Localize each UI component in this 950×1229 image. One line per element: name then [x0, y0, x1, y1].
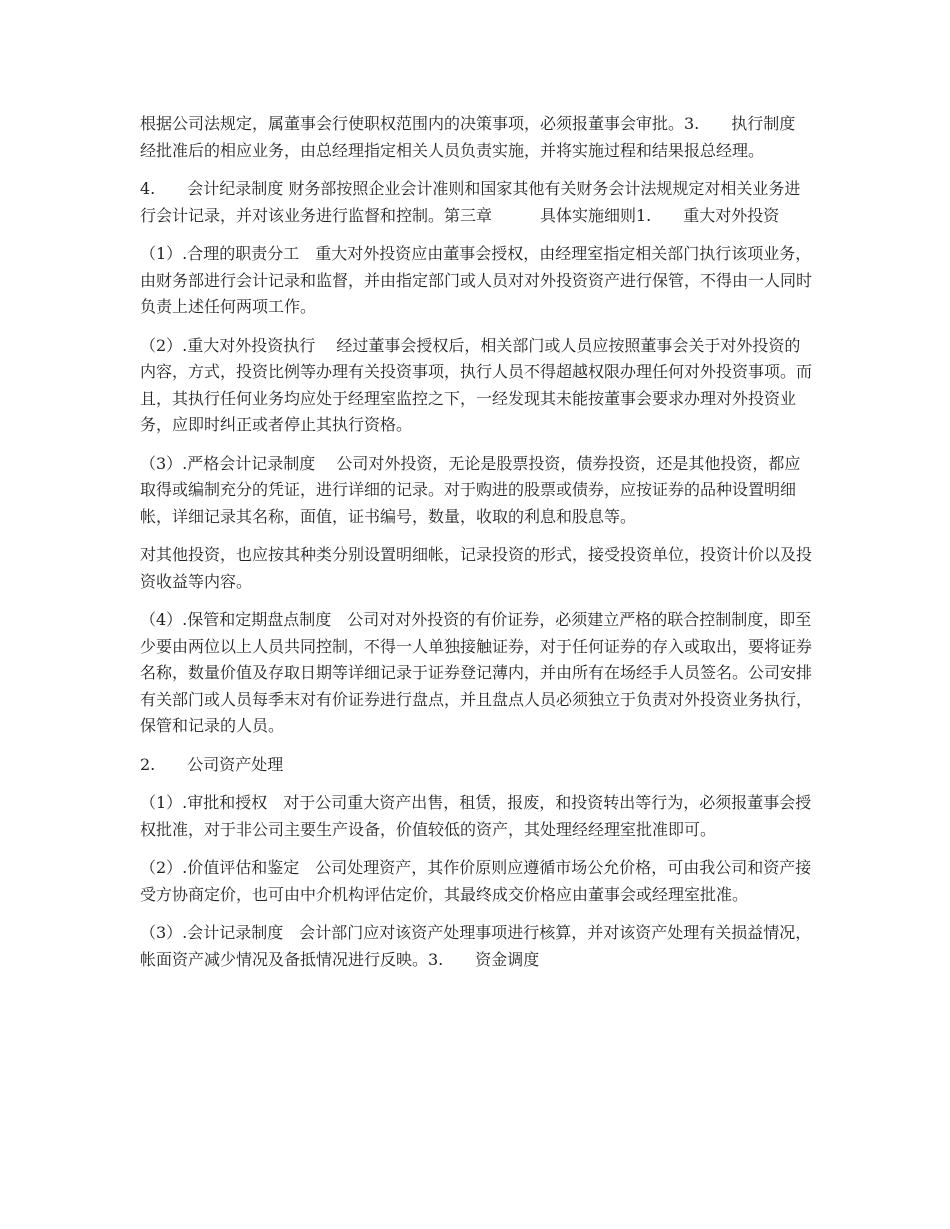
paragraph-5: （3）.严格会计记录制度 公司对外投资，无论是股票投资，债券投资，还是其他投资，都应取得或编制充分的凭证，进行详细的记录。对于购进的股票或债券，应按证券的品种设置明细帐，详细记录其名称，面值，证书编号，数量，收取的利息和股息等。: [140, 453, 801, 526]
document-body: [140, 111, 812, 985]
paragraph-6: 对其他投资，也应按其种类分别设置明细帐，记录投资的形式，接受投资单位，投资计价以及投资收益等内容。: [140, 545, 813, 591]
paragraph-8: 2. 公司资产处理: [140, 754, 284, 774]
paragraph-9: （1）.审批和授权 对于公司重大资产出售，租赁，报废，和投资转出等行为，必须报董事会授权批准，对于非公司主要生产设备，价值较低的资产，其处理经经理室批准即可。: [140, 793, 812, 839]
paragraph-4: （2）.重大对外投资执行 经过董事会授权后，相关部门或人员应按照董事会关于对外投资的内容，方式，投资比例等办理有关投资事项，执行人员不得超越权限办理任何对外投资事项。而且，其执行任何业务均应处于经理室监控之下，一经发现其未能按董事会要求办理对外投资业务，应即时纠正或者停止其执行资格。: [140, 335, 813, 434]
paragraph-1: 根据公司法规定，属董事会行使职权范围内的决策事项，必须报董事会审批。3. 执行制度 经批准后的相应业务，由总经理指定相关人员负责实施，并将实施过程和结果报总经理。: [140, 114, 812, 160]
paragraph-7: （4）.保管和定期盘点制度 公司对对外投资的有价证券，必须建立严格的联合控制制度，即至少要由两位以上人员共同控制，不得一人单独接触证券，对于任何证券的存入或取出，要将证券名称，数量价值及存取日期等详细记录于证券登记薄内，并由所有在场经手人员签名。公司安排有关部门或人员每季末对有价证券进行盘点，并且盘点人员必须独立于负责对外投资业务执行，保管和记录的人员。: [140, 610, 813, 735]
paragraph-11: （3）.会计记录制度 会计部门应对该资产处理事项进行核算，并对该资产处理有关损益情况，帐面资产减少情况及备抵情况进行反映。3. 资金调度: [140, 923, 812, 969]
paragraph-10: （2）.价值评估和鉴定 公司处理资产，其作价原则应遵循市场公允价格，可由我公司和资产接受方协商定价，也可由中介机构评估定价，其最终成交价格应由董事会或经理室批准。: [140, 858, 812, 904]
paragraph-2: 4. 会计纪录制度 财务部按照企业会计准则和国家其他有关财务会计法规规定对相关业务进行会计记录，并对该业务进行监督和控制。第三章 具体实施细则1. 重大对外投资: [140, 179, 801, 225]
paragraph-3: （1）.合理的职责分工 重大对外投资应由董事会授权，由经理室指定相关部门执行该项业务，由财务部进行会计记录和监督，并由指定部门或人员对对外投资资产进行保管，不得由一人同时负责上述任何两项工作。: [140, 244, 813, 316]
